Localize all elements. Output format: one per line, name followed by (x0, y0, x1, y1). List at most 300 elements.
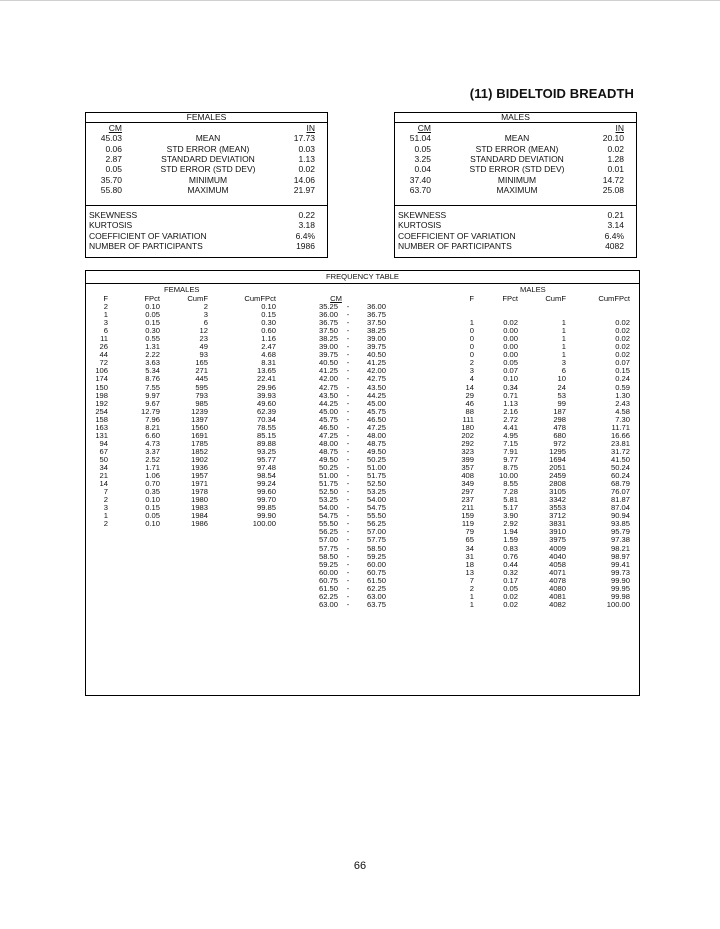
male-cell-f: 3 (469, 366, 474, 376)
cell-range-low: 63.00 (318, 599, 338, 609)
stat-label: STANDARD DEVIATION (470, 153, 564, 164)
cell-range-dash: - (346, 471, 350, 481)
male-cell-fpct: 7.15 (503, 438, 518, 448)
stat-cm-value: 0.05 (414, 143, 431, 154)
males-stat-row (395, 164, 636, 174)
female-cell-cumfpct: 2.47 (261, 342, 276, 352)
cell-range-low: 42.00 (318, 374, 338, 384)
female-cell-cumf: 3 (203, 310, 208, 320)
females-stat-row (86, 175, 327, 185)
cell-range-dash: - (346, 463, 350, 472)
female-cell-cumf: 1986 (191, 519, 208, 529)
cell-range-low: 38.25 (318, 334, 338, 344)
page-number: 66 (353, 860, 367, 872)
male-cell-f: 0 (469, 326, 474, 336)
female-cell-cumfpct: 22.41 (256, 374, 276, 384)
female-cell-fpct: 1.31 (145, 342, 160, 352)
female-cell-fpct: 0.10 (145, 495, 160, 505)
males-stat-row (395, 185, 636, 195)
cell-range-high: 55.50 (366, 511, 386, 521)
male-cell-cumf: 3831 (549, 519, 566, 529)
col-header-fpct: FPct (144, 294, 160, 303)
male-cell-fpct: 5.17 (503, 503, 518, 513)
females-summary-box (85, 112, 328, 258)
female-cell-cumf: 271 (195, 366, 208, 376)
female-cell-f: 3 (103, 503, 108, 513)
male-cell-cumf: 187 (553, 406, 566, 416)
male-cell-cumf: 1295 (549, 446, 566, 456)
cell-range-dash: - (346, 374, 350, 384)
males-group-label: MALES (520, 285, 546, 294)
male-cell-cumf: 4058 (549, 559, 566, 569)
female-cell-cumfpct: 85.15 (256, 430, 276, 440)
cell-range-low: 59.25 (318, 559, 338, 569)
male-cell-fpct: 0.17 (503, 575, 518, 585)
male-cell-cumfpct: 90.94 (610, 511, 630, 521)
cell-range-high: 36.75 (366, 310, 386, 320)
cell-range-low: 49.50 (318, 454, 338, 464)
males-stat-row (395, 144, 636, 154)
cell-range-dash: - (346, 454, 350, 464)
female-cell-cumfpct: 93.25 (256, 446, 276, 456)
male-cell-fpct: 2.92 (503, 519, 518, 529)
males-lower-row (398, 210, 624, 220)
male-cell-f: 79 (465, 527, 474, 537)
female-cell-cumf: 1560 (191, 422, 208, 432)
cell-range-low: 48.75 (318, 446, 338, 456)
male-cell-f: 1 (469, 591, 474, 601)
female-cell-fpct: 0.30 (145, 326, 160, 336)
female-cell-cumf: 1957 (191, 471, 208, 481)
female-cell-fpct: 9.67 (145, 398, 160, 408)
male-cell-cumf: 3105 (549, 487, 566, 497)
male-cell-cumf: 2808 (549, 479, 566, 489)
female-cell-cumfpct: 1.16 (261, 334, 276, 344)
cell-range-dash: - (346, 599, 350, 609)
cell-range-dash: - (346, 511, 350, 521)
female-cell-cumf: 1902 (191, 454, 208, 464)
male-cell-f: 4 (469, 374, 474, 384)
table-row (86, 601, 639, 609)
col-header-cumf: CumF (187, 294, 208, 303)
male-cell-cumf: 10 (557, 374, 566, 384)
cell-range-dash: - (346, 575, 350, 585)
stat-cm-value: 0.05 (105, 164, 122, 175)
female-cell-fpct: 1.71 (145, 463, 160, 472)
lower-label: SKEWNESS (398, 210, 447, 220)
male-cell-cumf: 1 (561, 342, 566, 352)
male-cell-cumf: 972 (553, 438, 566, 448)
male-cell-f: 65 (465, 535, 474, 545)
col-header-male-cumfpct: CumFPct (598, 294, 630, 303)
cell-range-dash: - (346, 527, 350, 537)
male-cell-f: 357 (461, 463, 474, 472)
cell-range-dash: - (346, 551, 350, 561)
cell-range-high: 37.50 (366, 318, 386, 328)
male-cell-fpct: 3.90 (503, 511, 518, 521)
female-cell-f: 7 (103, 487, 108, 497)
female-cell-fpct: 8.76 (145, 374, 160, 384)
lower-label: KURTOSIS (398, 220, 442, 231)
female-cell-cumf: 1983 (191, 503, 208, 513)
male-cell-cumf: 2051 (549, 463, 566, 472)
cell-range-high: 54.00 (366, 495, 386, 505)
male-cell-cumf: 1 (561, 326, 566, 336)
males-lower-row (398, 231, 624, 241)
table-row (86, 335, 639, 343)
cell-range-high: 60.00 (366, 559, 386, 569)
cell-range-low: 50.25 (318, 463, 338, 472)
cell-range-high: 36.00 (366, 302, 386, 311)
male-cell-cumf: 4080 (549, 583, 566, 593)
male-cell-f: 2 (469, 358, 474, 368)
stat-label: MAXIMUM (496, 184, 538, 195)
female-cell-f: 67 (99, 446, 108, 456)
cell-range-low: 62.25 (318, 591, 338, 601)
female-cell-cumfpct: 0.30 (261, 318, 276, 328)
cell-range-low: 53.25 (318, 495, 338, 505)
male-cell-cumf: 298 (553, 414, 566, 424)
female-cell-fpct: 0.70 (145, 479, 160, 489)
col-header-male-fpct: FPct (502, 294, 518, 303)
female-cell-cumf: 1691 (191, 430, 208, 440)
cell-range-low: 41.25 (318, 366, 338, 376)
lower-label: SKEWNESS (89, 210, 138, 220)
males-in-label: IN (615, 123, 624, 133)
stat-in-value: 0.02 (607, 143, 624, 154)
lower-value: 1986 (296, 240, 315, 251)
cell-range-dash: - (346, 398, 350, 408)
cell-range-dash: - (346, 543, 350, 553)
lower-label: KURTOSIS (89, 220, 133, 231)
female-cell-cumfpct: 4.68 (261, 350, 276, 360)
female-cell-cumf: 165 (195, 358, 208, 368)
female-cell-cumfpct: 49.60 (256, 398, 276, 408)
cell-range-low: 57.75 (318, 543, 338, 553)
female-cell-fpct: 7.55 (145, 382, 160, 392)
lower-label: COEFFICIENT OF VARIATION (398, 230, 516, 241)
female-cell-cumf: 6 (203, 318, 208, 328)
male-cell-cumf: 4082 (549, 599, 566, 609)
male-cell-cumfpct: 4.58 (615, 406, 630, 416)
cell-range-dash: - (346, 479, 350, 489)
male-cell-f: 0 (469, 350, 474, 360)
male-cell-cumfpct: 0.02 (615, 350, 630, 360)
male-cell-fpct: 0.10 (503, 374, 518, 384)
cell-range-low: 46.50 (318, 422, 338, 432)
male-cell-f: 349 (461, 479, 474, 489)
female-cell-cumfpct: 99.24 (256, 479, 276, 489)
female-cell-fpct: 0.55 (145, 334, 160, 344)
female-cell-cumfpct: 99.70 (256, 495, 276, 505)
male-cell-cumfpct: 41.50 (610, 454, 630, 464)
female-cell-cumf: 1980 (191, 495, 208, 505)
stat-cm-value: 45.03 (100, 133, 122, 144)
stat-cm-value: 63.70 (409, 184, 431, 195)
male-cell-cumfpct: 99.95 (610, 583, 630, 593)
male-cell-f: 1 (469, 318, 474, 328)
cell-range-low: 54.00 (318, 503, 338, 513)
stat-in-value: 14.06 (293, 174, 315, 185)
cell-range-low: 36.75 (318, 318, 338, 328)
male-cell-fpct: 0.34 (503, 382, 518, 392)
cell-range-dash: - (346, 382, 350, 392)
stat-label: STANDARD DEVIATION (161, 153, 255, 164)
cell-range-low: 52.50 (318, 487, 338, 497)
cell-range-dash: - (346, 342, 350, 352)
male-cell-fpct: 0.05 (503, 583, 518, 593)
female-cell-fpct: 2.22 (145, 350, 160, 360)
females-stat-row (86, 144, 327, 154)
female-cell-fpct: 1.06 (145, 471, 160, 481)
cell-range-dash: - (346, 591, 350, 601)
male-cell-cumfpct: 2.43 (615, 398, 630, 408)
male-cell-cumf: 6 (561, 366, 566, 376)
males-stat-row (395, 133, 636, 143)
male-cell-f: 292 (461, 438, 474, 448)
stat-in-value: 0.02 (298, 164, 315, 175)
cell-range-dash: - (346, 430, 350, 440)
cell-range-high: 41.25 (366, 358, 386, 368)
cell-range-dash: - (346, 487, 350, 497)
male-cell-fpct: 0.71 (503, 390, 518, 400)
cell-range-dash: - (346, 438, 350, 448)
female-cell-cumfpct: 95.77 (256, 454, 276, 464)
female-cell-cumf: 23 (199, 334, 208, 344)
male-cell-fpct: 0.07 (503, 366, 518, 376)
cell-range-low: 58.50 (318, 551, 338, 561)
cell-range-dash: - (346, 503, 350, 513)
cell-range-high: 39.00 (366, 334, 386, 344)
male-cell-cumfpct: 0.59 (615, 382, 630, 392)
cell-range-high: 56.25 (366, 519, 386, 529)
male-cell-fpct: 0.02 (503, 591, 518, 601)
cell-range-low: 44.25 (318, 398, 338, 408)
cell-range-dash: - (346, 583, 350, 593)
cell-range-high: 63.75 (366, 599, 386, 609)
females-lower-row (89, 241, 315, 251)
stat-label: STD ERROR (STD DEV) (469, 164, 565, 175)
male-cell-cumf: 3712 (549, 511, 566, 521)
female-cell-cumf: 2 (203, 302, 208, 311)
female-cell-cumfpct: 62.39 (256, 406, 276, 416)
male-cell-fpct: 2.16 (503, 406, 518, 416)
female-cell-cumf: 1397 (191, 414, 208, 424)
male-cell-cumfpct: 11.71 (611, 422, 630, 432)
females-lower-row (89, 231, 315, 241)
table-row (86, 359, 639, 367)
female-cell-cumfpct: 8.31 (261, 358, 276, 368)
female-cell-f: 1 (103, 511, 108, 521)
male-cell-cumf: 4071 (549, 567, 566, 577)
female-cell-cumfpct: 70.34 (256, 414, 276, 424)
col-header-male-cumf: CumF (545, 294, 566, 303)
female-cell-fpct: 0.15 (145, 503, 160, 513)
cell-range-high: 39.75 (366, 342, 386, 352)
col-header-f: F (103, 294, 108, 303)
lower-value: 0.22 (298, 210, 315, 220)
male-cell-fpct: 1.59 (503, 535, 518, 545)
males-stat-row (395, 175, 636, 185)
male-cell-cumf: 4040 (549, 551, 566, 561)
stat-label: STD ERROR (MEAN) (166, 143, 250, 154)
cell-range-dash: - (346, 519, 350, 529)
female-cell-f: 44 (99, 350, 108, 360)
female-cell-cumf: 985 (195, 398, 208, 408)
stat-cm-value: 3.25 (414, 153, 431, 164)
lower-value: 0.21 (607, 210, 624, 220)
female-cell-f: 150 (95, 382, 108, 392)
female-cell-f: 174 (95, 374, 108, 384)
cell-range-dash: - (346, 535, 350, 545)
cell-range-high: 53.25 (366, 487, 386, 497)
males-cm-label: CM (417, 123, 431, 133)
male-cell-fpct: 0.02 (503, 599, 518, 609)
female-cell-f: 2 (103, 302, 108, 311)
stat-in-value: 0.01 (607, 164, 624, 175)
male-cell-fpct: 0.44 (503, 559, 518, 569)
cell-range-dash: - (346, 334, 350, 344)
male-cell-cumf: 2459 (549, 471, 566, 481)
females-summary-header: FEMALES (86, 113, 327, 123)
male-cell-fpct: 7.28 (503, 487, 518, 497)
male-cell-cumfpct: 99.73 (610, 567, 630, 577)
cell-range-high: 50.25 (366, 454, 386, 464)
cell-range-low: 48.00 (318, 438, 338, 448)
lower-value: 4082 (605, 240, 624, 251)
table-row (86, 392, 639, 400)
male-cell-cumf: 3910 (549, 527, 566, 537)
male-cell-cumf: 4081 (549, 591, 566, 601)
female-cell-cumfpct: 99.60 (256, 487, 276, 497)
male-cell-fpct: 2.72 (503, 414, 518, 424)
female-cell-f: 198 (95, 390, 108, 400)
male-cell-f: 1 (469, 599, 474, 609)
lower-value: 6.4% (295, 230, 315, 241)
cell-range-dash: - (346, 326, 350, 336)
male-cell-fpct: 4.41 (503, 422, 518, 432)
female-cell-cumf: 12 (199, 326, 208, 336)
male-cell-f: 159 (461, 511, 474, 521)
female-cell-cumf: 93 (199, 350, 208, 360)
stat-cm-value: 2.87 (105, 153, 122, 164)
female-cell-f: 192 (95, 398, 108, 408)
cell-range-dash: - (346, 567, 350, 577)
females-lower-row (89, 220, 315, 230)
male-cell-cumf: 1 (561, 334, 566, 344)
male-cell-fpct: 0.83 (503, 543, 518, 553)
cell-range-high: 46.50 (366, 414, 386, 424)
female-cell-cumf: 1971 (191, 479, 208, 489)
female-cell-fpct: 7.96 (145, 414, 160, 424)
male-cell-cumfpct: 0.02 (615, 334, 630, 344)
females-stat-row (86, 133, 327, 143)
cell-range-low: 42.75 (318, 382, 338, 392)
female-cell-fpct: 0.05 (145, 511, 160, 521)
male-cell-cumfpct: 95.79 (610, 527, 630, 537)
cell-range-high: 61.50 (366, 575, 386, 585)
female-cell-cumf: 1984 (191, 511, 208, 521)
cell-range-low: 40.50 (318, 358, 338, 368)
females-cm-label: CM (108, 123, 122, 133)
female-cell-f: 2 (103, 495, 108, 505)
male-cell-f: 399 (461, 454, 474, 464)
females-stat-row (86, 185, 327, 195)
male-cell-cumfpct: 100.00 (606, 599, 630, 609)
male-cell-cumfpct: 99.98 (610, 591, 630, 601)
table-row (86, 319, 639, 327)
male-cell-fpct: 0.32 (503, 567, 518, 577)
male-cell-cumf: 24 (557, 382, 566, 392)
stat-label: MINIMUM (497, 174, 537, 185)
male-cell-cumfpct: 99.90 (610, 575, 630, 585)
male-cell-cumfpct: 97.38 (610, 535, 630, 545)
male-cell-cumfpct: 81.87 (610, 495, 630, 505)
col-header-male-f: F (469, 294, 474, 303)
stat-in-value: 17.73 (293, 133, 315, 144)
cell-range-high: 44.25 (366, 390, 386, 400)
male-cell-f: 31 (465, 551, 474, 561)
cell-range-dash: - (346, 422, 350, 432)
female-cell-f: 11 (100, 334, 108, 344)
female-cell-cumfpct: 78.55 (256, 422, 276, 432)
male-cell-f: 408 (461, 471, 474, 481)
male-cell-cumfpct: 1.30 (615, 390, 630, 400)
cell-range-dash: - (346, 302, 350, 311)
table-row (86, 367, 639, 375)
male-cell-f: 211 (461, 503, 474, 513)
male-cell-cumfpct: 0.15 (615, 366, 630, 376)
cell-range-dash: - (346, 446, 350, 456)
male-cell-cumf: 1 (561, 318, 566, 328)
female-cell-fpct: 4.73 (145, 438, 160, 448)
male-cell-fpct: 8.55 (503, 479, 518, 489)
female-cell-cumfpct: 99.85 (256, 503, 276, 513)
page-title: (11) BIDELTOID BREADTH (469, 86, 634, 101)
female-cell-f: 6 (103, 326, 108, 336)
male-cell-fpct: 4.95 (503, 430, 518, 440)
male-cell-f: 202 (461, 430, 474, 440)
stat-in-value: 1.28 (607, 153, 624, 164)
lower-label: COEFFICIENT OF VARIATION (89, 230, 207, 241)
cell-range-low: 36.00 (318, 310, 338, 320)
male-cell-fpct: 0.00 (503, 342, 518, 352)
cell-range-high: 47.25 (366, 422, 386, 432)
female-cell-cumfpct: 89.88 (256, 438, 276, 448)
male-cell-f: 323 (461, 446, 474, 456)
female-cell-cumfpct: 39.93 (256, 390, 276, 400)
male-cell-cumf: 3975 (549, 535, 566, 545)
frequency-table-title: FREQUENCY TABLE (86, 271, 639, 284)
stat-cm-value: 0.04 (414, 164, 431, 175)
male-cell-f: 0 (469, 334, 474, 344)
male-cell-fpct: 9.77 (503, 454, 518, 464)
top-border-line (0, 0, 720, 1)
male-cell-f: 34 (465, 543, 474, 553)
male-cell-fpct: 0.00 (503, 326, 518, 336)
stat-in-value: 0.03 (298, 143, 315, 154)
female-cell-cumf: 1978 (191, 487, 208, 497)
cell-range-low: 60.00 (318, 567, 338, 577)
female-cell-f: 34 (99, 463, 108, 472)
males-stat-row (395, 154, 636, 164)
males-lower-row (398, 220, 624, 230)
male-cell-cumfpct: 87.04 (610, 503, 630, 513)
female-cell-fpct: 0.10 (145, 519, 160, 529)
female-cell-cumfpct: 100.00 (252, 519, 276, 529)
female-cell-f: 1 (103, 310, 108, 320)
females-lower-row (89, 210, 315, 220)
